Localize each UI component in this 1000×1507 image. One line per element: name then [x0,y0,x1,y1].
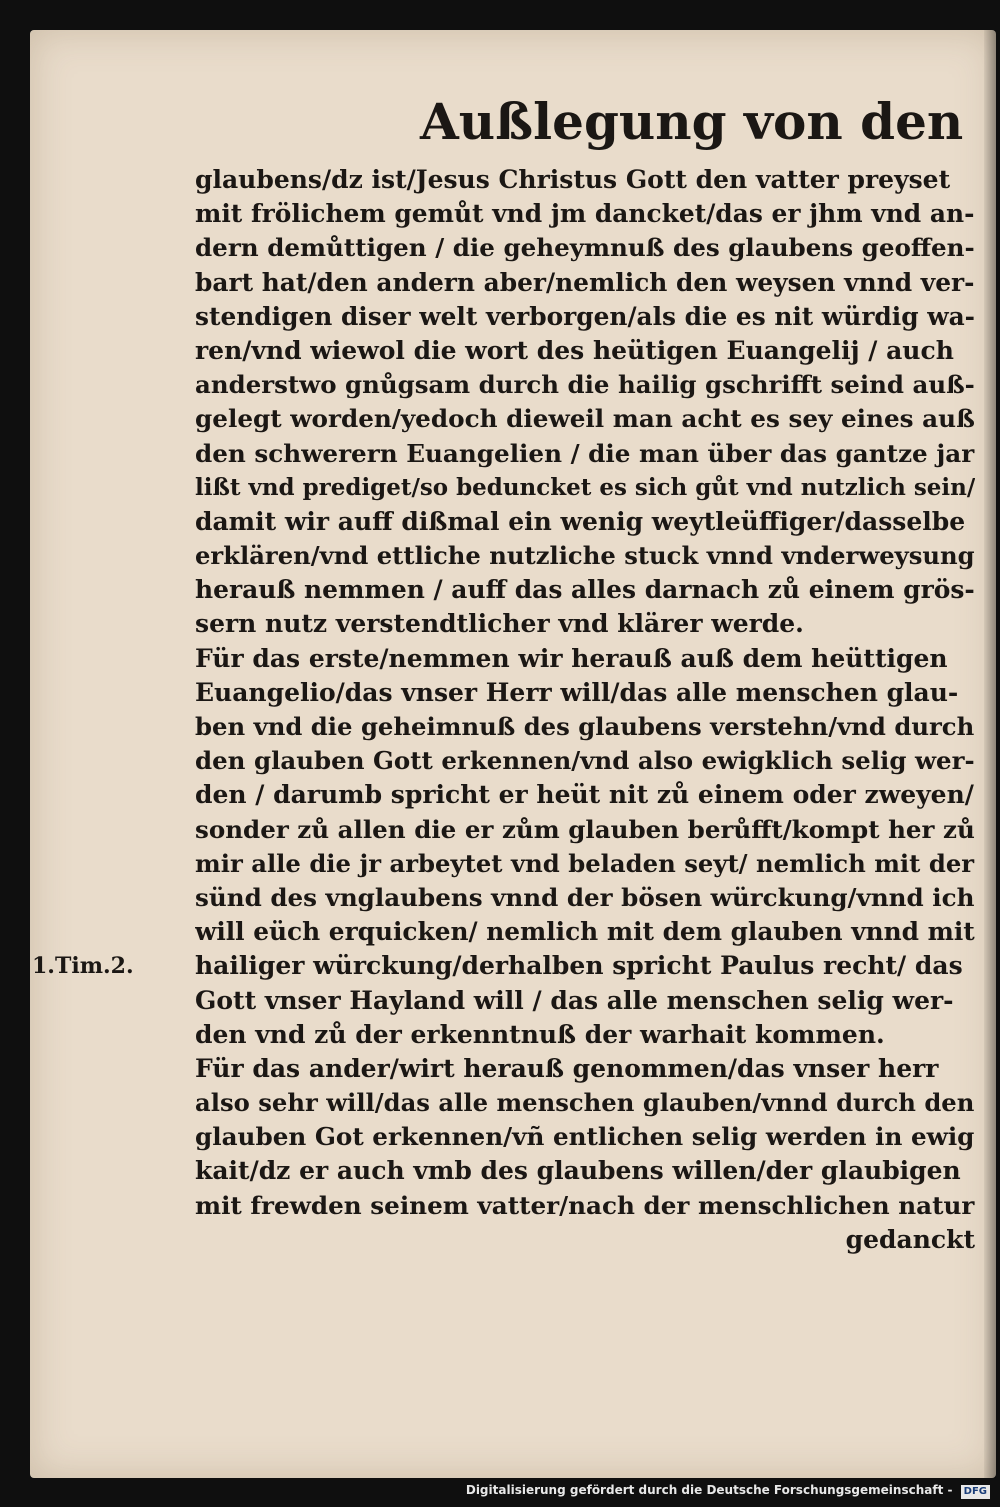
running-header: Außlegung von den [420,92,964,151]
footer-credit: Digitalisierung gefördert durch die Deutsche Forschungsgemeinschaft - [465,1483,953,1497]
text-line: ben vnd die geheimnuß des glaubens verstehn/vnd durch [195,712,975,741]
text-line: erklären/vnd ettliche nutzliche stuck vnnd vnderweysung [195,541,975,571]
dfg-logo: DFG [961,1485,990,1499]
text-line: hailiger würckung/derhalben spricht Paulus recht/ das [195,951,963,981]
text-line: dern demůttigen / die geheymnuß des glaubens geoffen- [195,233,975,263]
book-page [30,30,996,1478]
text-line: Gott vnser Hayland will / das alle menschen selig wer- [195,985,954,1015]
text-line: mit frölichem gemůt vnd jm dancket/das er jhm vnd an- [195,199,975,229]
text-line: herauß nemmen / auff das alles darnach zů einem grös- [195,575,975,605]
text-line: kait/dz er auch vmb des glaubens willen/der glaubigen [195,1156,961,1186]
text-line: also sehr will/das alle menschen glauben/vnnd durch den [195,1088,975,1118]
text-line: stendigen diser welt verborgen/als die es nit würdig wa- [195,301,975,331]
page-spine-shadow [984,30,996,1478]
text-line: sonder zů allen die er zům glauben berůfft/kompt her zů [195,814,975,844]
text-line: mit frewden seinem vatter/nach der menschlichen natur [195,1190,975,1220]
text-line: Für das ander/wirt herauß genommen/das vnser herr [195,1053,939,1083]
marginal-note: 1.Tim.2. [32,953,134,979]
text-line: bart hat/den andern aber/nemlich den weysen vnnd ver- [195,267,975,297]
text-line: glauben Got erkennen/vñ entlichen selig werden in ewig [195,1122,975,1152]
catchword: gedanckt [845,1224,975,1254]
text-line: will eüch erquicken/ nemlich mit dem glauben vnnd mit [195,917,975,947]
text-line: anderstwo gnůgsam durch die hailig gschrifft seind auß- [195,370,975,400]
text-line: lißt vnd prediget/so beduncket es sich gůt vnd nutzlich sein/ [195,473,975,501]
text-line: damit wir auff dißmal ein wenig weytleüffiger/dasselbe [195,506,966,536]
text-line: mir alle die jr arbeytet vnd beladen seyt/ nemlich mit der [195,848,975,878]
text-line: den / darumb spricht er heüt nit zů einem oder zweyen/ [195,780,974,810]
text-line: sern nutz verstendtlicher vnd klärer werde. [195,609,804,639]
text-line: Für das erste/nemmen wir herauß auß dem heüttigen [195,643,948,673]
text-line: den schwerern Euangelien / die man über das gantze jar [195,438,975,468]
text-line: den glauben Gott erkennen/vnd also ewigklich selig wer- [195,746,975,776]
text-line: gelegt worden/yedoch dieweil man acht es sey eines auß [195,404,975,434]
digitization-footer [0,1483,990,1499]
text-line: ren/vnd wiewol die wort des heütigen Euangelij / auch [195,335,954,365]
text-line: sünd des vnglaubens vnnd der bösen würckung/vnnd ich [195,882,975,912]
text-line: den vnd zů der erkenntnuß der warhait kommen. [195,1019,885,1049]
body-text [195,163,975,1257]
text-line: glaubens/dz ist/Jesus Christus Gott den vatter preyset [195,165,951,194]
text-line: Euangelio/das vnser Herr will/das alle menschen glau- [195,677,959,707]
